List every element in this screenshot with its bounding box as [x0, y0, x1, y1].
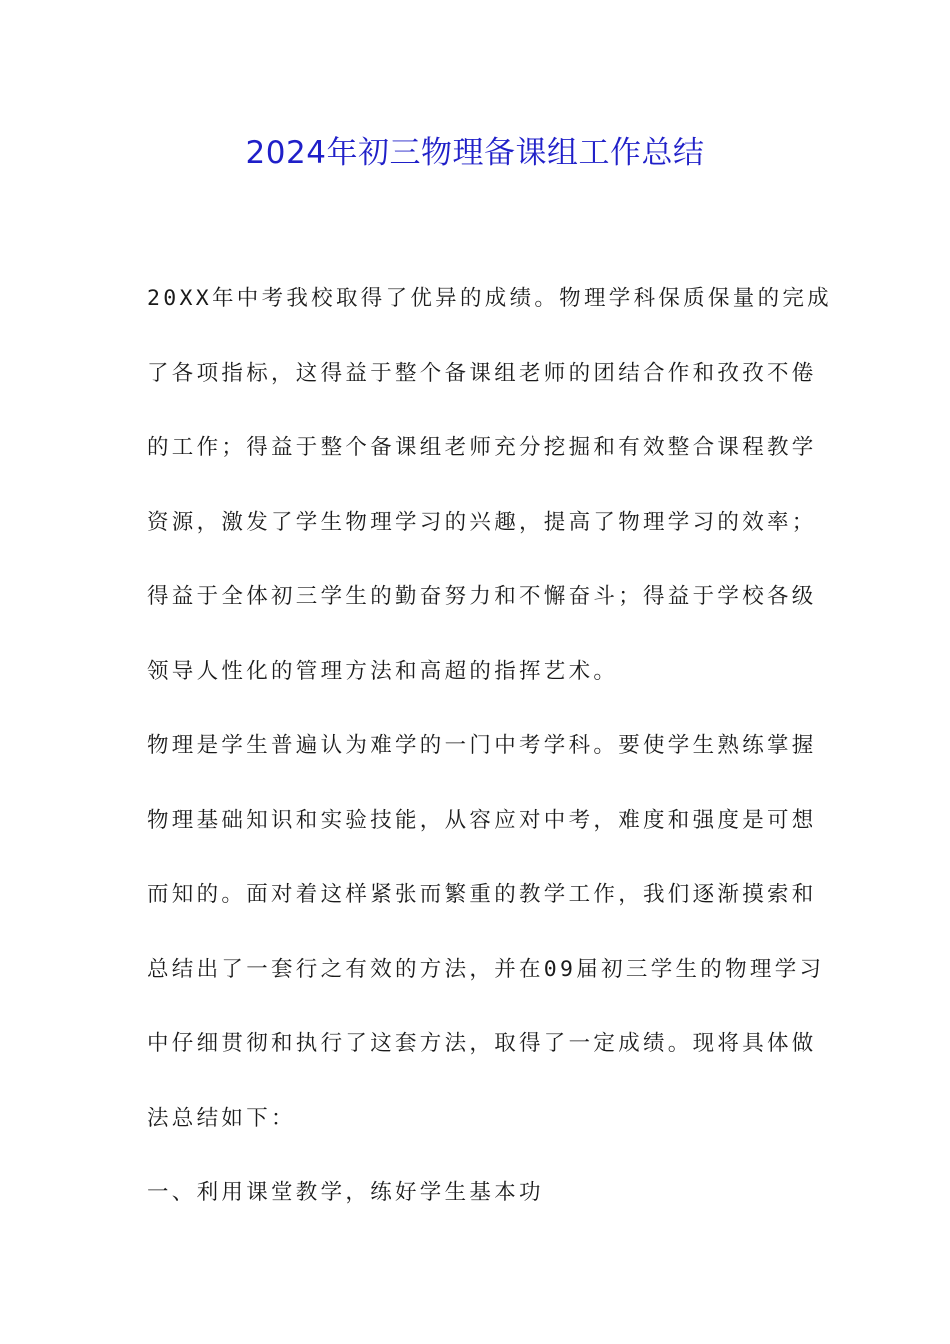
- paragraph-line: 得益于全体初三学生的勤奋努力和不懈奋斗；得益于学校各级: [147, 584, 817, 609]
- paragraph-line: 的工作；得益于整个备课组老师充分挖掘和有效整合课程教学: [147, 435, 817, 460]
- paragraph-line: 总结出了一套行之有效的方法，并在09届初三学生的物理学习: [147, 956, 825, 982]
- paragraph-line: 资源，激发了学生物理学习的兴趣，提高了物理学习的效率；: [147, 509, 817, 535]
- paragraph-line: 物理是学生普遍认为难学的一门中考学科。要使学生熟练掌握: [147, 733, 817, 758]
- document-title: 2024年初三物理备课组工作总结: [245, 135, 705, 171]
- paragraph-line: 20XX年中考我校取得了优异的成绩。物理学科保质保量的完成: [147, 286, 832, 311]
- paragraph-line: 而知的。面对着这样紧张而繁重的教学工作，我们逐渐摸索和: [147, 882, 817, 907]
- document-body: [147, 262, 832, 1231]
- paragraph-line: 法总结如下：: [147, 1105, 296, 1131]
- paragraph-line: 了各项指标，这得益于整个备课组老师的团结合作和孜孜不倦: [147, 360, 817, 386]
- paragraph-line: 中仔细贯彻和执行了这套方法，取得了一定成绩。现将具体做: [147, 1031, 817, 1056]
- paragraph-line: 物理基础知识和实验技能，从容应对中考，难度和强度是可想: [147, 807, 817, 833]
- section-heading: 一、利用课堂教学，练好学生基本功: [147, 1180, 544, 1205]
- paragraph-line: 领导人性化的管理方法和高超的指挥艺术。: [147, 658, 619, 684]
